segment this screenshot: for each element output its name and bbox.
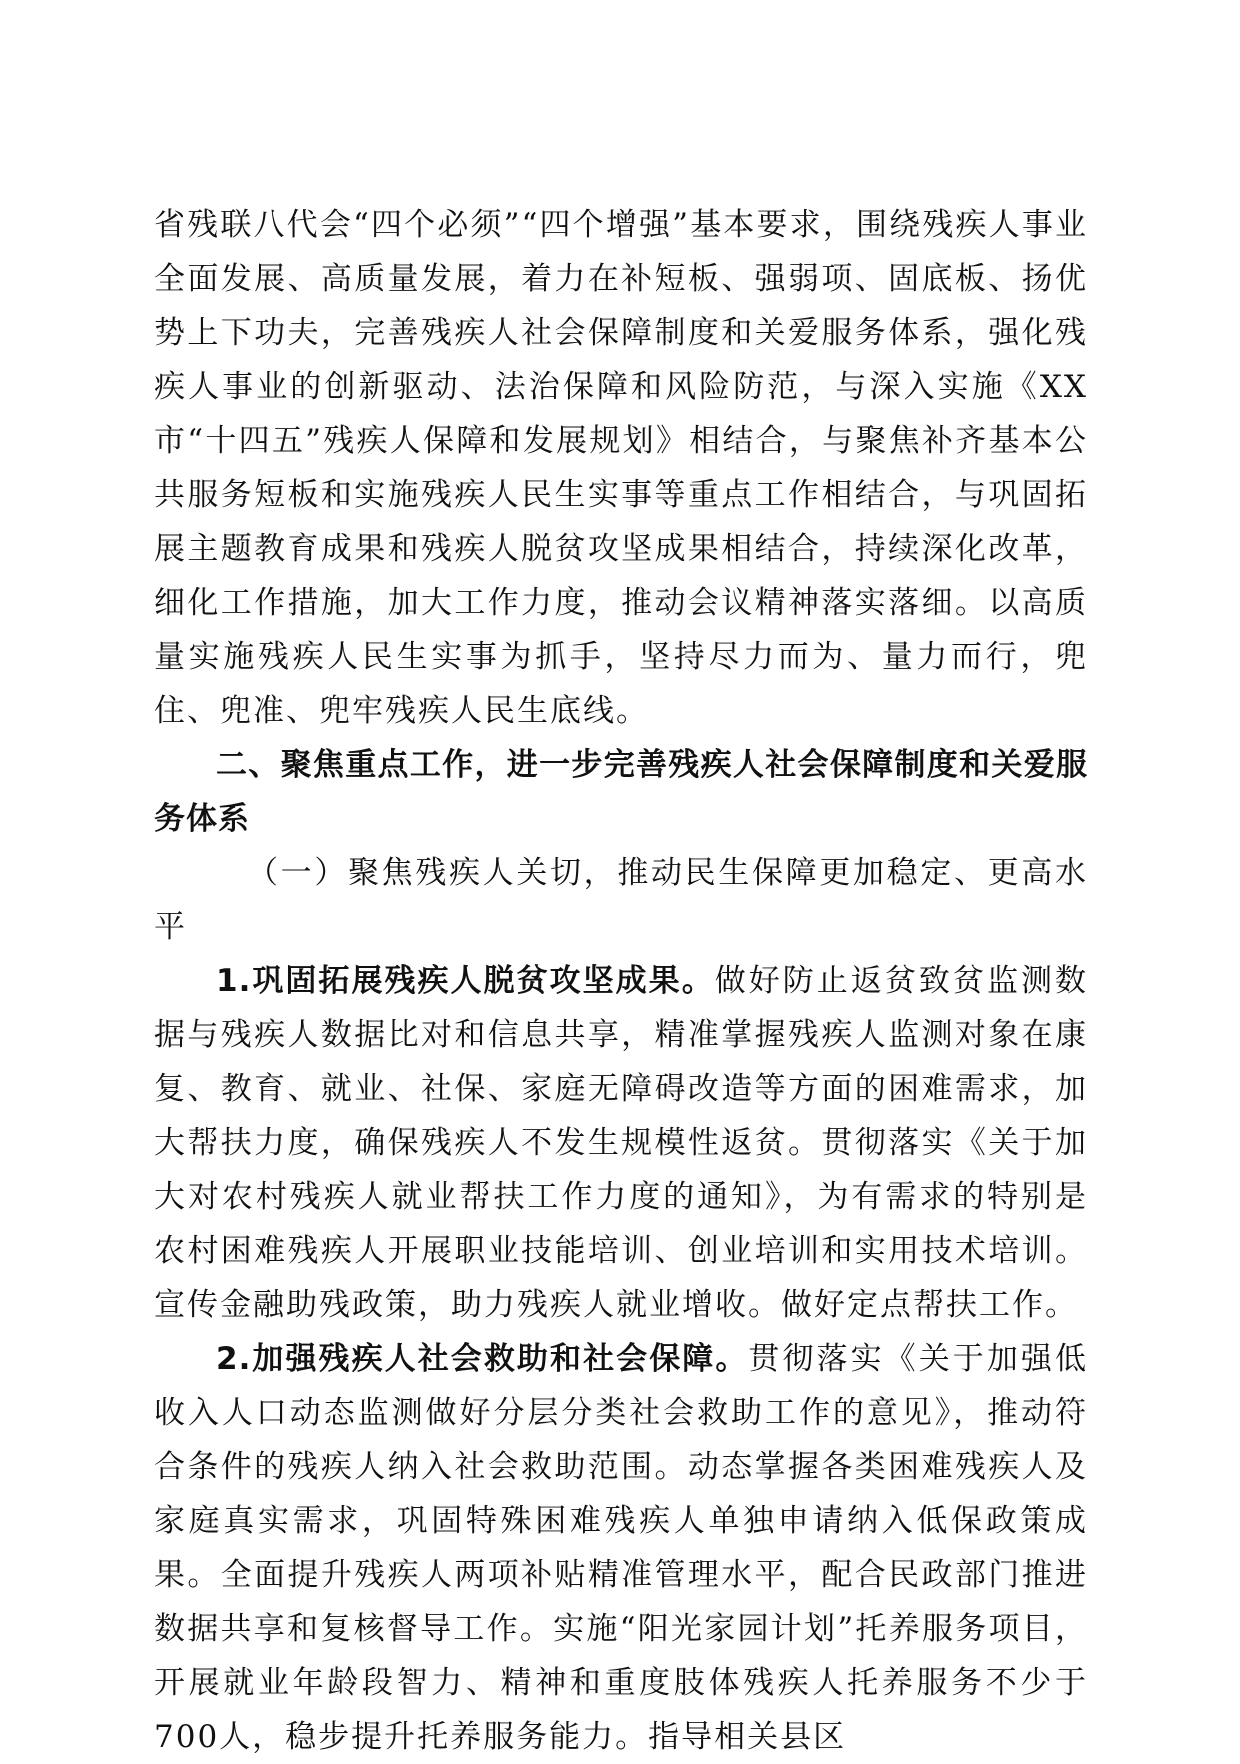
document-page — [154, 198, 1088, 1764]
subsection-heading-1: （一）聚焦残疾人关切，推动民生保障更加稳定、更高水平 — [154, 855, 1088, 945]
list-item-2 — [154, 1332, 1088, 1764]
list-item-1-text: 做好防止返贫致贫监测数据与残疾人数据比对和信息共享，精准掌握残疾人监测对象在康复、教育、就业、社保、家庭无障碍改造等方面的困难需求，加大帮扶力度，确保残疾人不发生规模性返贫。贯彻落实《关于加大对农村残疾人就业帮扶工作力度的通知》，为有需求的特别是农村困难残疾人开展职业技能培训、创业培训和实用技术培训。宣传金融助残政策，助力残疾人就业增收。做好定点帮扶工作。 — [154, 963, 1088, 1323]
list-item-2-text: 贯彻落实《关于加强低收入人口动态监测做好分层分类社会救助工作的意见》，推动符合条件的残疾人纳入社会救助范围。动态掌握各类困难残疾人及家庭真实需求，巩固特殊困难残疾人单独申请纳入低保政策成果。全面提升残疾人两项补贴精准管理水平，配合民政部门推进数据共享和复核督导工作。实施“阳光家园计划”托养服务项目，开展就业年龄段智力、精神和重度肢体残疾人托养服务不少于700人，稳步提升托养服务能力。指导相关县区 — [154, 1341, 1088, 1755]
list-item-1-lead: 1.巩固拓展残疾人脱贫攻坚成果。 — [216, 963, 715, 999]
list-item-1 — [154, 954, 1088, 1332]
list-item-2-lead: 2.加强残疾人社会救助和社会保障。 — [216, 1341, 749, 1377]
section-heading-2: 二、聚焦重点工作，进一步完善残疾人社会保障制度和关爱服务体系 — [154, 747, 1088, 837]
paragraph-intro: 省残联八代会“四个必须”“四个增强”基本要求，围绕残疾人事业全面发展、高质量发展，着力在补短板、强弱项、固底板、扬优势上下功夫，完善残疾人社会保障制度和关爱服务体系，强化残疾人事业的创新驱动、法治保障和风险防范，与深入实施《XX市“十四五”残疾人保障和发展规划》相结合，与聚焦补齐基本公共服务短板和实施残疾人民生实事等重点工作相结合，与巩固拓展主题教育成果和残疾人脱贫攻坚成果相结合，持续深化改革，细化工作措施，加大工作力度，推动会议精神落实落细。以高质量实施残疾人民生实事为抓手，坚持尽力而为、量力而行，兜住、兜准、兜牢残疾人民生底线。 — [154, 207, 1088, 729]
